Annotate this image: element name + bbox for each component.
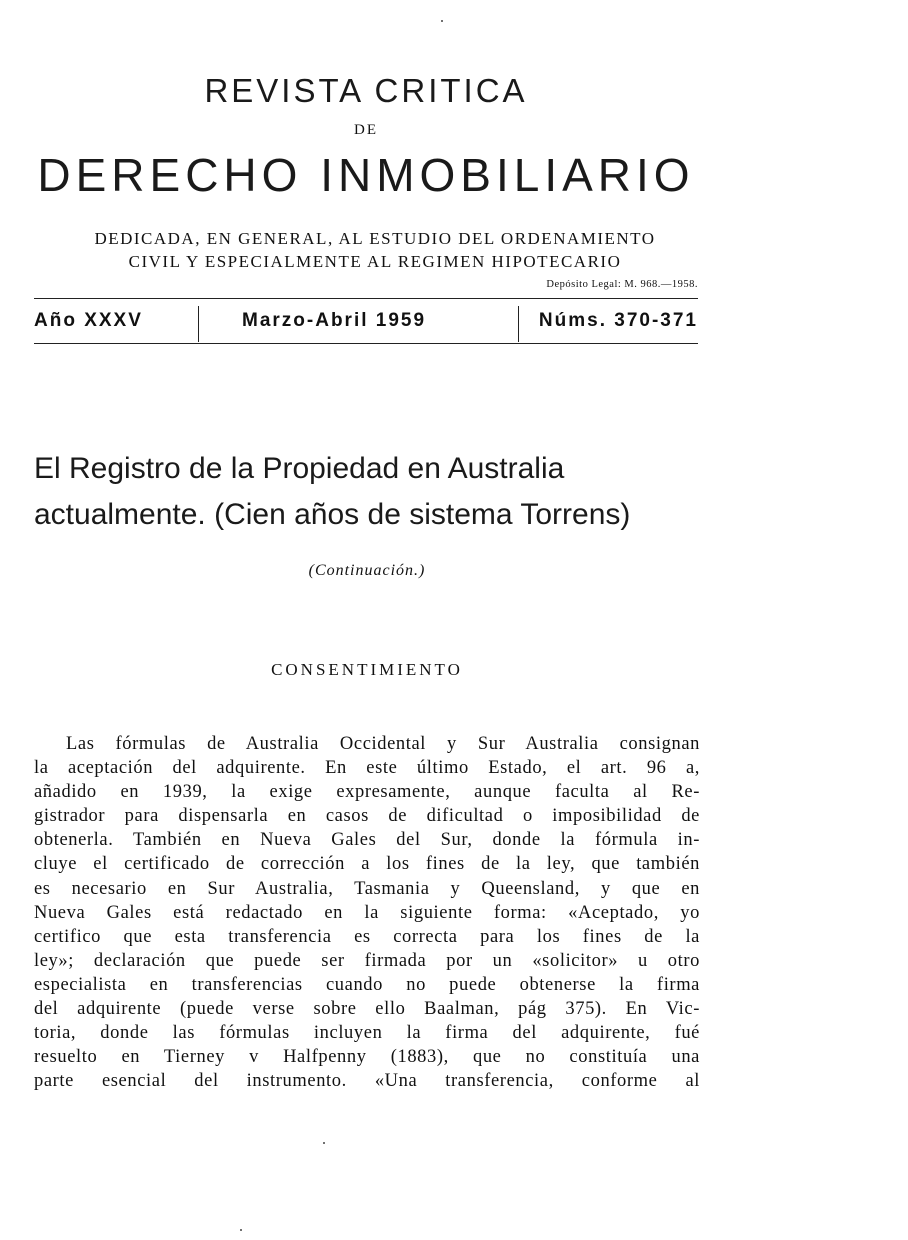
bottom-rule <box>34 343 698 344</box>
article-body <box>34 732 700 1093</box>
journal-title: REVISTA CRITICA <box>204 72 528 109</box>
print-speck <box>240 1229 242 1231</box>
section-heading: CONSENTIMIENTO <box>271 660 463 679</box>
body-line: especialista en transferencias cuando no puede obtenerse la firma <box>34 974 700 995</box>
body-line: resuelto en Tierney v Halfpenny (1883), que no constituía una <box>34 1047 700 1068</box>
body-line: Nueva Gales está redactado en la siguiente forma: «Aceptado, yo <box>34 902 700 923</box>
body-line: obtenerla. También en Nueva Gales del Sur, donde la fórmula in- <box>34 830 700 851</box>
issue-numbers: Núms. 370-371 <box>538 310 698 331</box>
issue-date: Marzo-Abril 1959 <box>242 310 427 331</box>
journal-de: DE <box>354 122 378 138</box>
article-title-line2: actualmente. (Cien años de sistema Torrens) <box>34 498 631 531</box>
journal-tagline-line1: DEDICADA, EN GENERAL, AL ESTUDIO DEL ORDENAMIENTO <box>94 229 656 248</box>
top-rule <box>34 298 698 299</box>
body-line: es necesario en Sur Australia, Tasmania y Queensland, y que en <box>34 878 700 899</box>
journal-tagline-line2: CIVIL Y ESPECIALMENTE AL REGIMEN HIPOTECARIO <box>128 252 622 271</box>
body-line: Las fórmulas de Australia Occidental y Sur Australia consignan <box>66 734 700 754</box>
body-line: cluye el certificado de corrección a los fines de la ley, que también <box>34 854 700 875</box>
body-line: del adquirente (puede verse sobre ello Baalman, pág 375). En Vic- <box>34 999 700 1020</box>
body-line: certifico que esta transferencia es correcta para los fines de la <box>34 926 700 947</box>
issue-year: Año XXXV <box>34 310 143 331</box>
journal-subtitle: DERECHO INMOBILIARIO <box>37 149 695 201</box>
body-line: la aceptación del adquirente. En este último Estado, el art. 96 a, <box>34 758 700 779</box>
body-line: ley»; declaración que puede ser firmada por un «solicitor» u otro <box>34 950 700 971</box>
print-speck <box>323 1142 325 1144</box>
print-speck <box>441 20 443 22</box>
article-title-line1: El Registro de la Propiedad en Australia <box>34 452 565 485</box>
body-line: gistrador para dispensarla en casos de dificultad o imposibilidad de <box>34 806 700 827</box>
body-line: parte esencial del instrumento. «Una transferencia, conforme al <box>34 1071 700 1092</box>
issue-divider <box>198 306 199 342</box>
issue-info-row <box>34 306 698 338</box>
continuation-note: (Continuación.) <box>308 562 426 579</box>
issue-divider <box>518 306 519 342</box>
legal-deposit: Depósito Legal: M. 968.—1958. <box>546 279 698 290</box>
body-line: añadido en 1939, la exige expresamente, aunque faculta al Re- <box>34 782 700 803</box>
body-line: toria, donde las fórmulas incluyen la firma del adquirente, fué <box>34 1023 700 1044</box>
article-title <box>34 446 702 538</box>
